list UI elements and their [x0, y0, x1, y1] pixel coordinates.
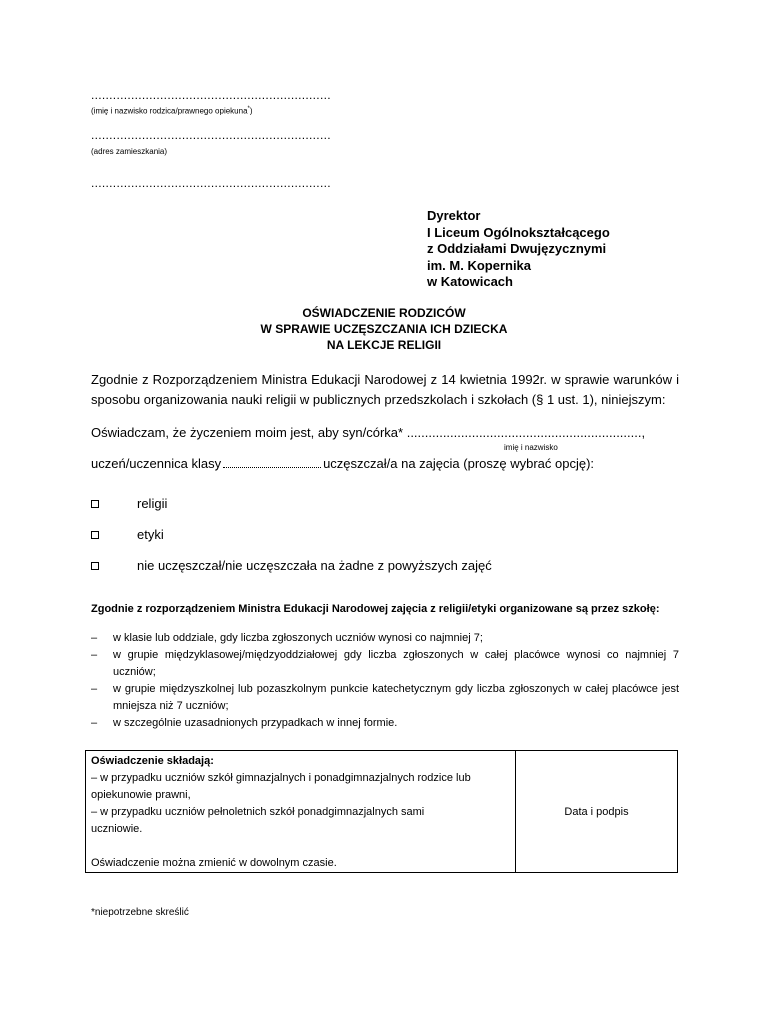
- address-line: ..................................................................: [91, 128, 331, 142]
- option-label: etyki: [137, 527, 164, 542]
- list-item: – w szczególnie uzasadnionych przypadkach w innej formie.: [91, 717, 398, 729]
- regulation-list: [91, 630, 679, 732]
- addressee-line: z Oddziałami Dwujęzycznymi: [427, 241, 607, 256]
- class-suffix: uczęszczał/a na zajęcia (proszę wybrać opcję):: [323, 456, 595, 471]
- table-note: Oświadczenie można zmienić w dowolnym czasie.: [91, 857, 337, 869]
- title-line: OŚWIADCZENIE RODZICÓW: [302, 306, 466, 320]
- option-label: religii: [137, 496, 168, 511]
- list-item: – w grupie międzyszkolnej lub pozaszkolnym punkcie katechetycznym gdy liczba zgłoszonych w całej placówce jest mniejsza niż 7 uczniów;: [91, 683, 679, 712]
- table-line: – w przypadku uczniów szkół gimnazjalnych i ponadgimnazjalnych rodzice lub: [91, 772, 471, 784]
- address-line-2: ..................................................................: [91, 176, 331, 190]
- table-line: uczniowie.: [91, 823, 143, 835]
- addressee-line: im. M. Kopernika: [427, 257, 532, 273]
- table-heading: Oświadczenie składają:: [91, 755, 214, 767]
- document-title: [0, 305, 768, 353]
- regulation-heading: Zgodnie z rozporządzeniem Ministra Edukacji Narodowej zajęcia z religii/etyki organizowane są przez szkołę:: [91, 603, 660, 615]
- class-prefix: uczeń/uczennica klasy: [91, 456, 222, 471]
- signature-label: Data i podpis: [564, 805, 629, 818]
- checkbox-icon[interactable]: [91, 562, 99, 570]
- class-blank-field[interactable]: [223, 455, 321, 468]
- title-line: NA LEKCJE RELIGII: [326, 338, 442, 352]
- parent-name-caption: (imię i nazwisko rodzica/prawnego opiekuna*): [91, 106, 253, 116]
- addressee-line: w Katowicach: [427, 274, 513, 289]
- list-item: – w klasie lub oddziale, gdy liczba zgłoszonych uczniów wynosi co najmniej 7;: [91, 632, 483, 644]
- addressee-line: Dyrektor: [427, 208, 481, 223]
- checkbox-icon[interactable]: [91, 500, 99, 508]
- addressee-line: I Liceum Ogólnokształcącego: [427, 224, 610, 240]
- intro-paragraph: Zgodnie z Rozporządzeniem Ministra Edukacji Narodowej z 14 kwietnia 1992r. w sprawie warunków i sposobu organizowania nauki religii w publicznych przedszkolach i szkołach (§ 1 ust. 1), niniejszym:: [91, 372, 679, 407]
- table-line: opiekunowie prawni,: [91, 789, 191, 801]
- checkbox-icon[interactable]: [91, 531, 99, 539]
- statement-info-cell: [86, 751, 516, 872]
- table-line: – w przypadku uczniów pełnoletnich szkół ponadgimnazjalnych sami: [91, 806, 425, 818]
- class-line: [91, 455, 594, 471]
- list-item: – w grupie międzyklasowej/międzyoddziałowej gdy liczba zgłoszonych w całej placówce wynosi co najmniej 7 uczniów;: [91, 649, 679, 678]
- signature-cell[interactable]: [516, 751, 677, 872]
- statement-table: [85, 750, 678, 873]
- option-label: nie uczęszczał/nie uczęszczała na żadne z powyższych zajęć: [137, 558, 492, 573]
- footnote: *niepotrzebne skreślić: [91, 907, 189, 918]
- parent-name-line: ..................................................................: [91, 88, 331, 102]
- address-caption: (adres zamieszkania): [91, 147, 168, 156]
- declaration-line: Oświadczam, że życzeniem moim jest, aby syn/córka* .................................................................,: [91, 425, 646, 440]
- title-line: W SPRAWIE UCZĘSZCZANIA ICH DZIECKA: [260, 322, 508, 336]
- child-name-caption: imię i nazwisko: [504, 443, 558, 452]
- addressee-block: [427, 208, 610, 291]
